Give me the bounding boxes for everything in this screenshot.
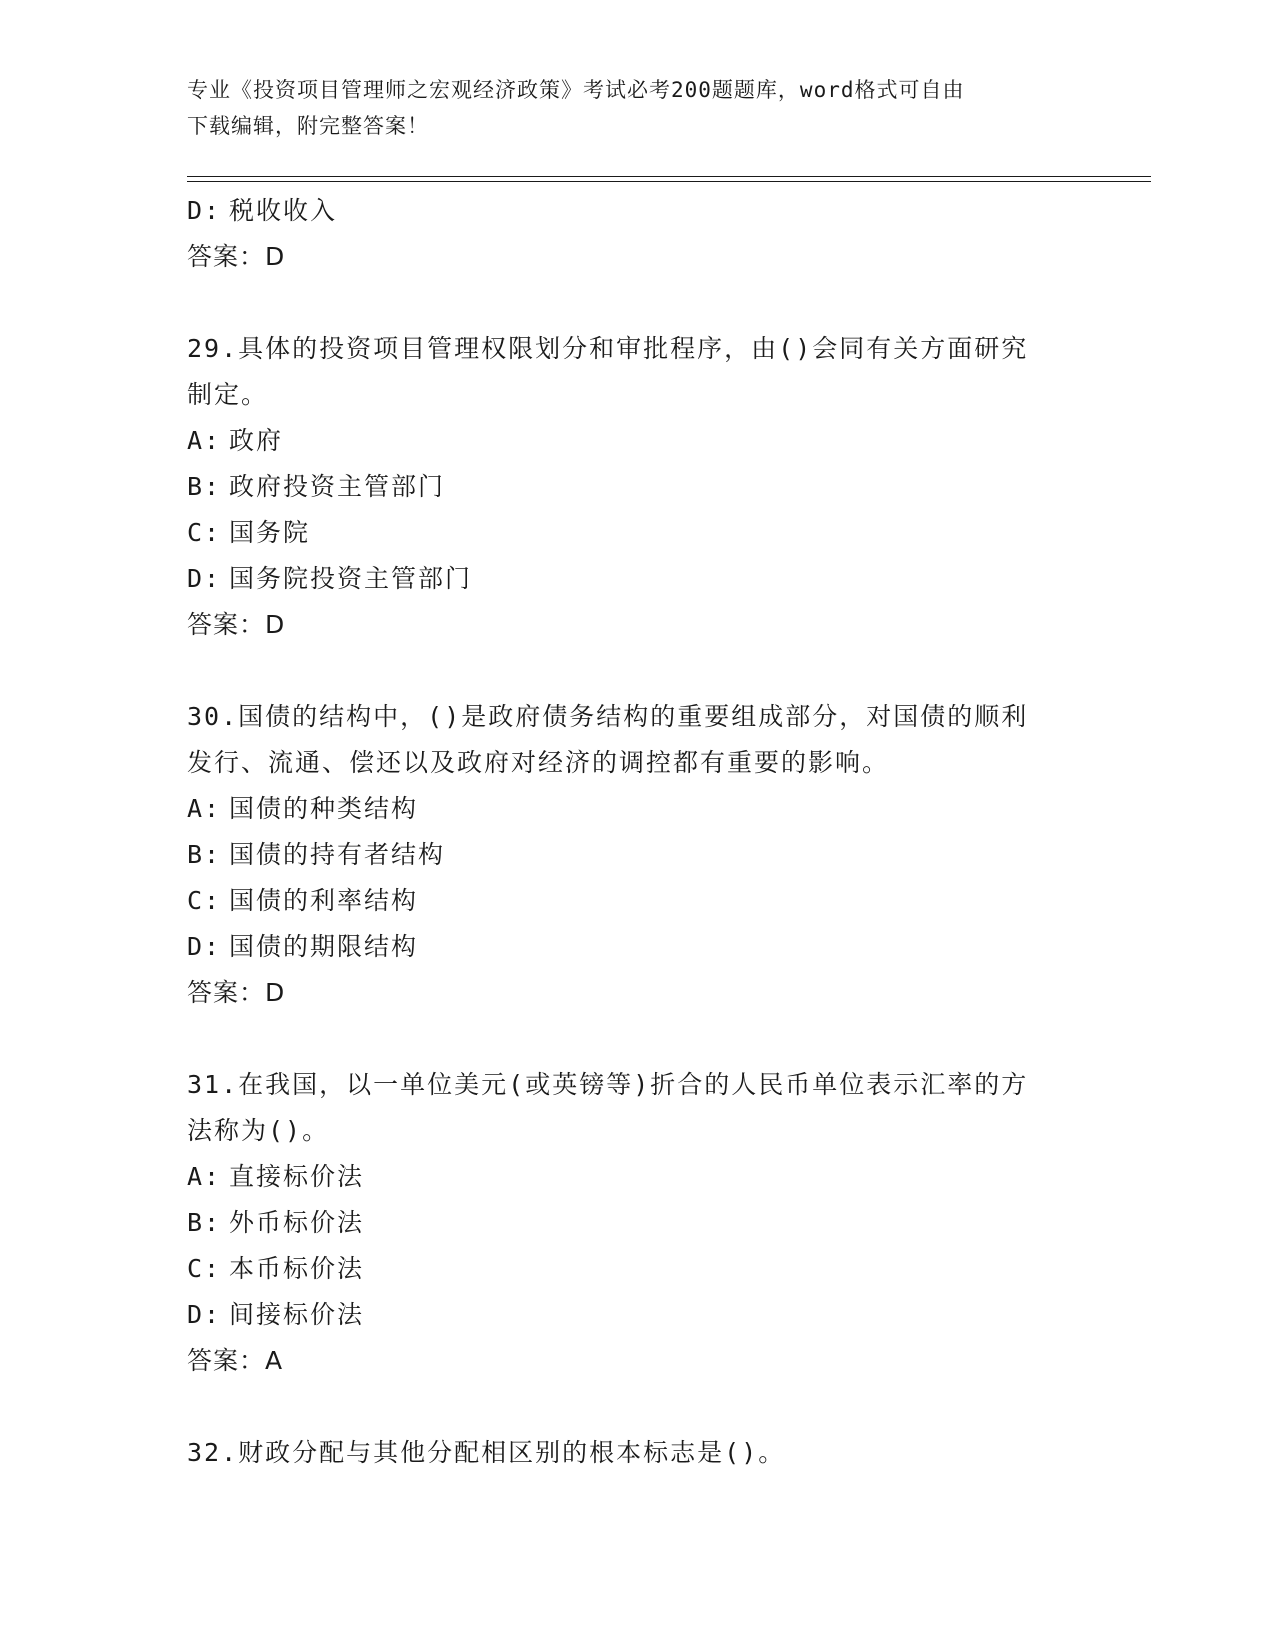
answer-line: 答案：D — [187, 978, 286, 1007]
spacer — [187, 1016, 1087, 1062]
spacer — [187, 280, 1087, 326]
option-b — [187, 464, 1087, 510]
question-content — [187, 188, 1087, 1476]
answer-line: 答案：D — [187, 242, 286, 271]
option-d — [187, 188, 1087, 234]
spacer — [187, 1384, 1087, 1430]
option-b — [187, 832, 1087, 878]
question-stem-line-2: 发行、流通、偿还以及政府对经济的调控都有重要的影响。 — [187, 748, 890, 777]
option-label: D: — [187, 932, 222, 961]
question-stem-line-2: 制定。 — [187, 380, 269, 409]
header-line-2: 下载编辑，附完整答案！ — [187, 114, 429, 138]
header-line-1: 专业《投资项目管理师之宏观经济政策》考试必考200题题库，word格式可自由 — [187, 78, 965, 102]
answer-line: 答案：D — [187, 610, 286, 639]
option-text: 国债的利率结构 — [229, 886, 419, 915]
question-31 — [187, 1062, 1087, 1384]
document-header — [187, 72, 1087, 144]
option-text: 国务院 — [229, 518, 311, 547]
option-text: 国务院投资主管部门 — [229, 564, 473, 593]
option-label: C: — [187, 1254, 222, 1283]
option-label: C: — [187, 518, 222, 547]
header-divider-top — [187, 176, 1151, 177]
option-text: 税收收入 — [229, 196, 338, 225]
option-text: 国债的种类结构 — [229, 794, 419, 823]
option-text: 直接标价法 — [229, 1162, 365, 1191]
option-text: 本币标价法 — [229, 1254, 365, 1283]
option-label: D: — [187, 564, 222, 593]
option-label: B: — [187, 1208, 222, 1237]
question-stem-line-2: 法称为()。 — [187, 1116, 330, 1145]
option-d — [187, 556, 1087, 602]
option-text: 国债的持有者结构 — [229, 840, 446, 869]
question-stem-line-1: 31.在我国，以一单位美元(或英镑等)折合的人民币单位表示汇率的方 — [187, 1070, 1029, 1099]
option-a — [187, 1154, 1087, 1200]
option-text: 国债的期限结构 — [229, 932, 419, 961]
option-d — [187, 924, 1087, 970]
option-label: A: — [187, 1162, 222, 1191]
option-text: 间接标价法 — [229, 1300, 365, 1329]
option-label: D: — [187, 196, 222, 225]
option-text: 外币标价法 — [229, 1208, 365, 1237]
question-stem-line-1: 30.国债的结构中，()是政府债务结构的重要组成部分，对国债的顺利 — [187, 702, 1029, 731]
question-32 — [187, 1430, 1087, 1476]
header-divider-bottom — [187, 181, 1151, 182]
option-label: D: — [187, 1300, 222, 1329]
question-29 — [187, 326, 1087, 648]
option-c — [187, 510, 1087, 556]
option-text: 政府 — [229, 426, 284, 455]
option-label: A: — [187, 794, 222, 823]
option-d — [187, 1292, 1087, 1338]
option-label: A: — [187, 426, 222, 455]
option-c — [187, 1246, 1087, 1292]
option-label: B: — [187, 472, 222, 501]
option-a — [187, 418, 1087, 464]
question-stem-line-1: 29.具体的投资项目管理权限划分和审批程序，由()会同有关方面研究 — [187, 334, 1029, 363]
question-stem-line-1: 32.财政分配与其他分配相区别的根本标志是()。 — [187, 1438, 786, 1467]
option-label: B: — [187, 840, 222, 869]
spacer — [187, 648, 1087, 694]
option-b — [187, 1200, 1087, 1246]
option-a — [187, 786, 1087, 832]
option-text: 政府投资主管部门 — [229, 472, 446, 501]
question-30 — [187, 694, 1087, 1016]
answer-line: 答案：A — [187, 1346, 284, 1375]
option-label: C: — [187, 886, 222, 915]
option-c — [187, 878, 1087, 924]
